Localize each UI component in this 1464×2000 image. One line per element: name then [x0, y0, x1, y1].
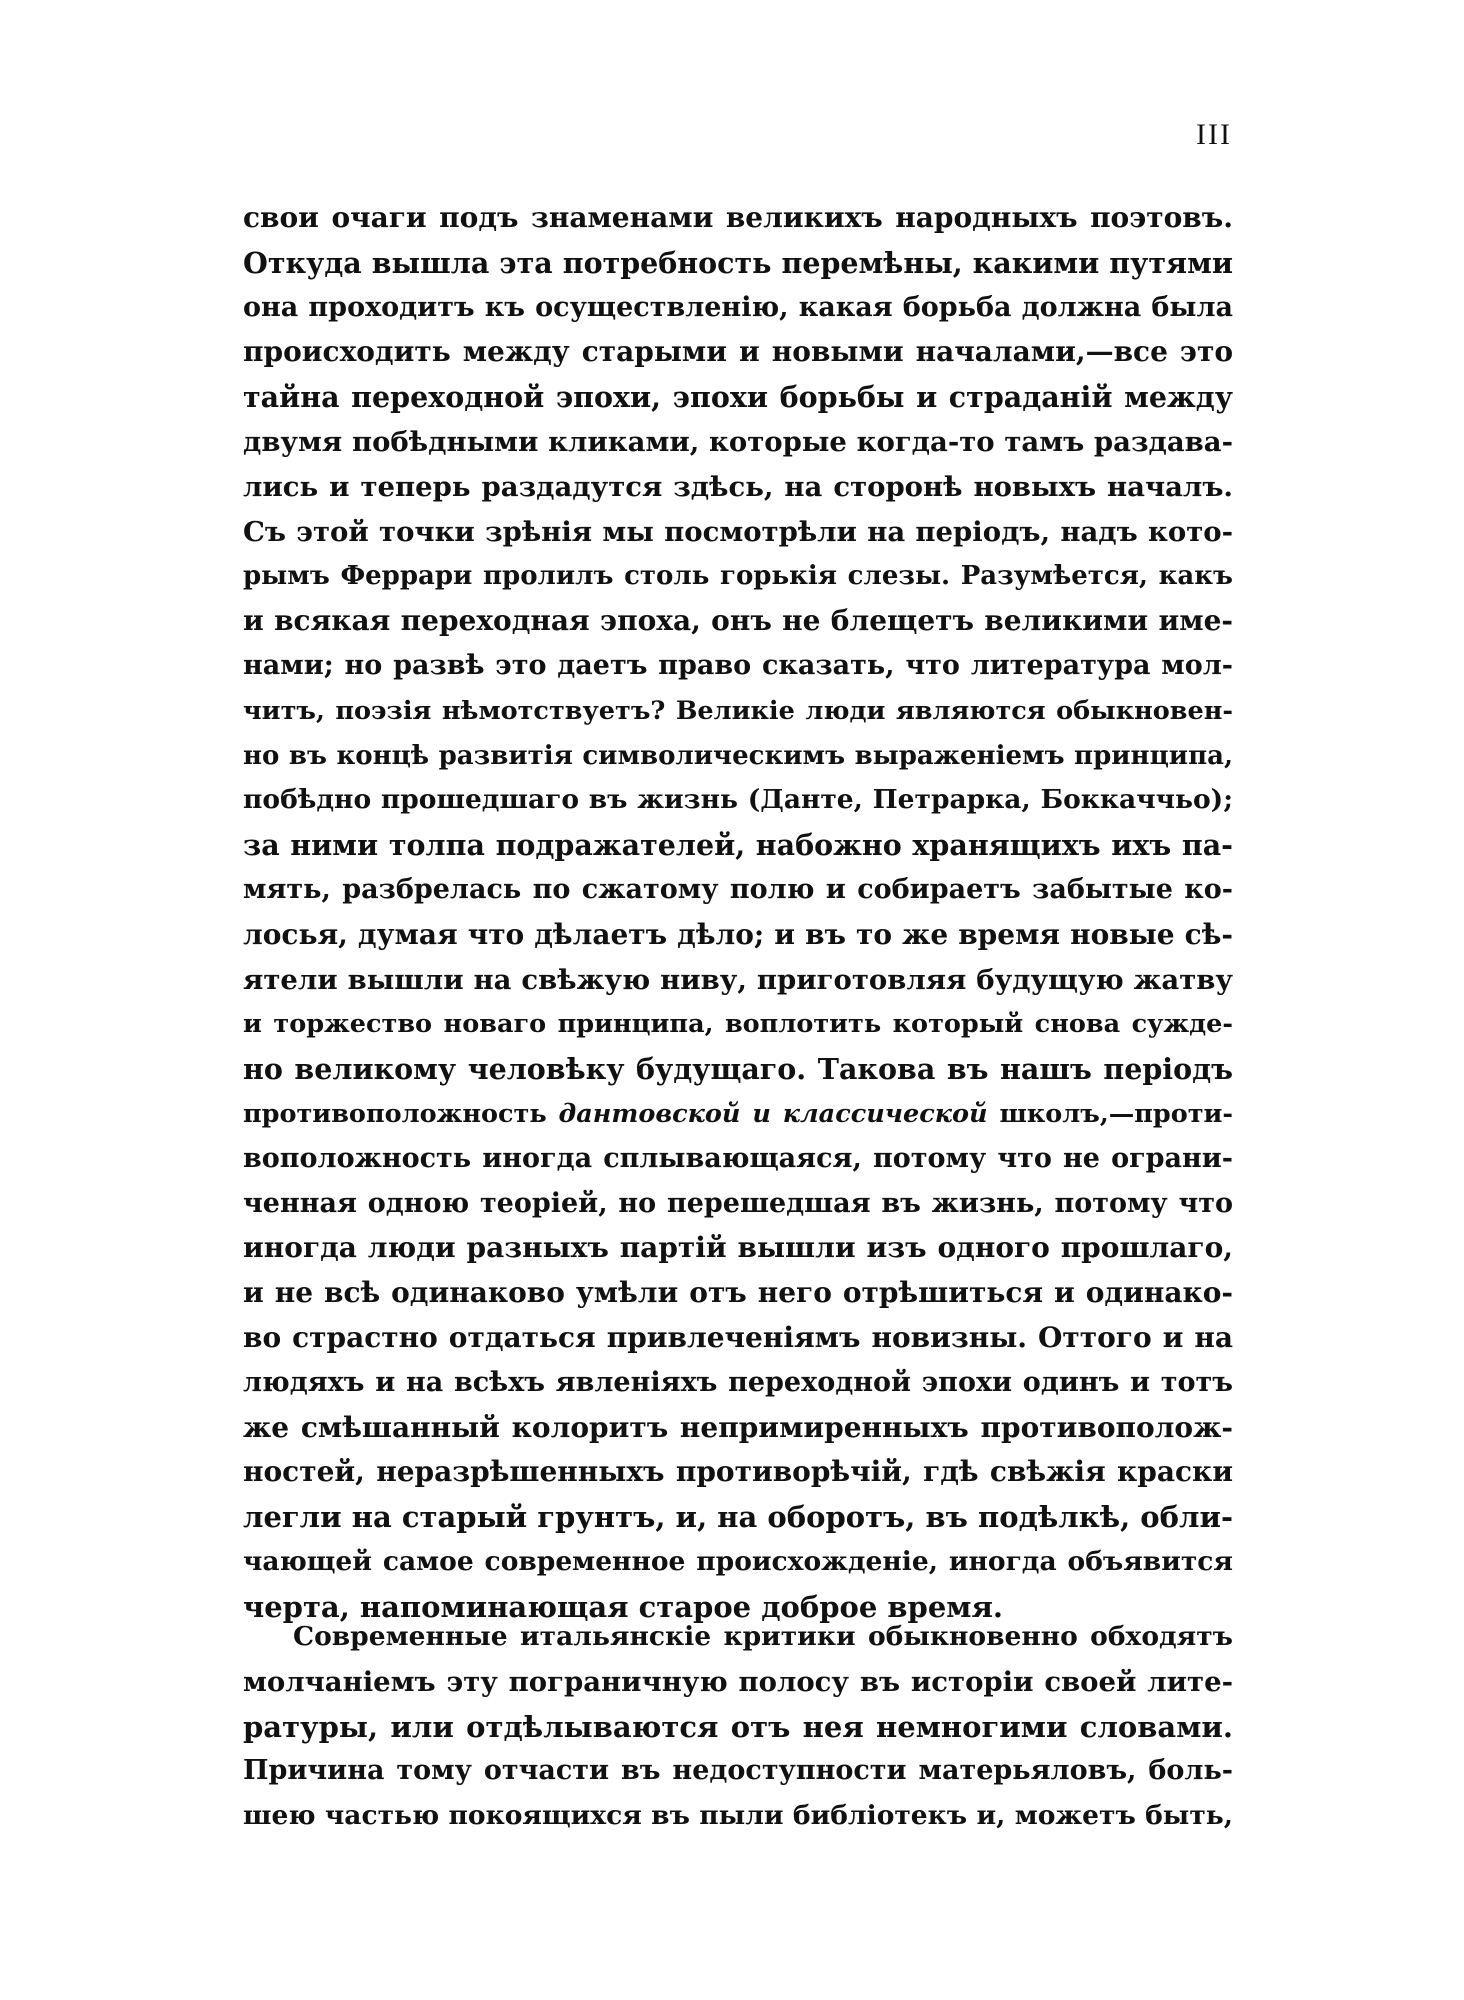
text-line: ченная одною теоріей, но перешедшая въ жизнь, потому что	[243, 1187, 1233, 1219]
text-line: чающей самое современное происхожденіе, иногда объявится	[243, 1545, 1233, 1577]
text-line: мять, разбрелась по сжатому полю и собираетъ забытые ко-	[243, 873, 1233, 905]
text-line: Откуда вышла эта потребность перемѣны, какими путями	[243, 245, 1233, 280]
text-line: ратуры, или отдѣлываются отъ нея немногими словами.	[243, 1709, 1233, 1744]
text-line: иногда люди разныхъ партій вышли изъ одного прошлаго,	[243, 1231, 1233, 1265]
text-line: рымъ Феррари пролилъ столь горькія слезы. Разумѣется, какъ	[243, 561, 1233, 592]
text-line: молчаніемъ эту пограничную полосу въ исторіи своей лите-	[243, 1665, 1233, 1698]
text-line: ятели вышли на свѣжую ниву, приготовляя будущую жатву	[243, 963, 1233, 996]
text-line: тайна переходной эпохи, эпохи борьбы и страданій между	[243, 380, 1233, 415]
text-line: легли на старый грунтъ, и, на оборотъ, въ подѣлкѣ, обли-	[243, 1500, 1233, 1535]
text-line: нами; но развѣ это даетъ право сказать, что литература мол-	[243, 649, 1233, 681]
italic-phrase: дантовской и классической	[558, 1098, 988, 1129]
text-line: но великому человѣку будущаго. Такова въ нашъ періодъ	[243, 1052, 1233, 1087]
text-line-with-italic	[243, 1092, 1233, 1137]
text-line: и торжество новаго принципа, воплотить который снова сужде-	[243, 1009, 1233, 1040]
text-line: черта, напоминающая старое доброе время.	[243, 1589, 1003, 1624]
text-line: Современные итальянскіе критики обыкновенно обходятъ	[293, 1621, 1233, 1652]
text-line: воположность иногда сплывающаяся, потому что не ограни-	[243, 1142, 1233, 1174]
text-line: же смѣшанный колоритъ непримиренныхъ противополож-	[243, 1410, 1233, 1444]
text-line: и не всѣ одинаково умѣли отъ него отрѣшиться и одинако-	[243, 1276, 1233, 1310]
text-line: Съ этой точки зрѣнія мы посмотрѣли на періодъ, надъ кото-	[243, 515, 1233, 548]
text-run: противоположность	[243, 1098, 559, 1129]
text-line: побѣдно прошедшаго въ жизнь (Данте, Петрарка, Боккаччьо);	[243, 784, 1233, 816]
text-line: Причина тому отчасти въ недоступности матерьяловъ, боль-	[243, 1755, 1233, 1787]
paragraph-2	[243, 1615, 1233, 1839]
text-line: людяхъ и на всѣхъ явленіяхъ переходной эпохи одинъ и тотъ	[243, 1366, 1233, 1398]
text-line: шею частью покоящихся въ пыли библіотекъ и, можетъ быть,	[243, 1800, 1233, 1832]
text-line: свои очаги подъ знаменами великихъ народныхъ поэтовъ.	[243, 201, 1233, 234]
text-line: во страстно отдаться привлеченіямъ новизны. Оттого и на	[243, 1320, 1233, 1354]
text-line: лись и теперь раздадутся здѣсь, на сторонѣ новыхъ началъ.	[243, 470, 1233, 503]
page-number: III	[1196, 118, 1232, 151]
text-line: ностей, неразрѣшенныхъ противорѣчій, гдѣ свѣжія краски	[243, 1455, 1233, 1489]
text-line: лосья, думая что дѣлаетъ дѣло; и въ то же время новые сѣ-	[243, 917, 1233, 951]
text-line: но въ концѣ развитія символическимъ выраженіемъ принципа,	[243, 740, 1233, 771]
text-line: читъ, поэзія нѣмотствуетъ? Великіе люди являются обыкновен-	[243, 695, 1233, 726]
text-line: происходить между старыми и новыми началами,—все это	[243, 335, 1233, 369]
paragraph-1	[243, 196, 1233, 1630]
text-line: двумя побѣдными кликами, которые когда-то тамъ раздава-	[243, 425, 1233, 458]
text-line: и всякая переходная эпоха, онъ не блещетъ великими име-	[243, 604, 1233, 638]
text-line: за ними толпа подражателей, набожно хранящихъ ихъ па-	[243, 828, 1233, 863]
text-run: школъ,—проти-	[987, 1098, 1233, 1129]
text-line: она проходитъ къ осуществленію, какая борьба должна была	[243, 291, 1233, 323]
